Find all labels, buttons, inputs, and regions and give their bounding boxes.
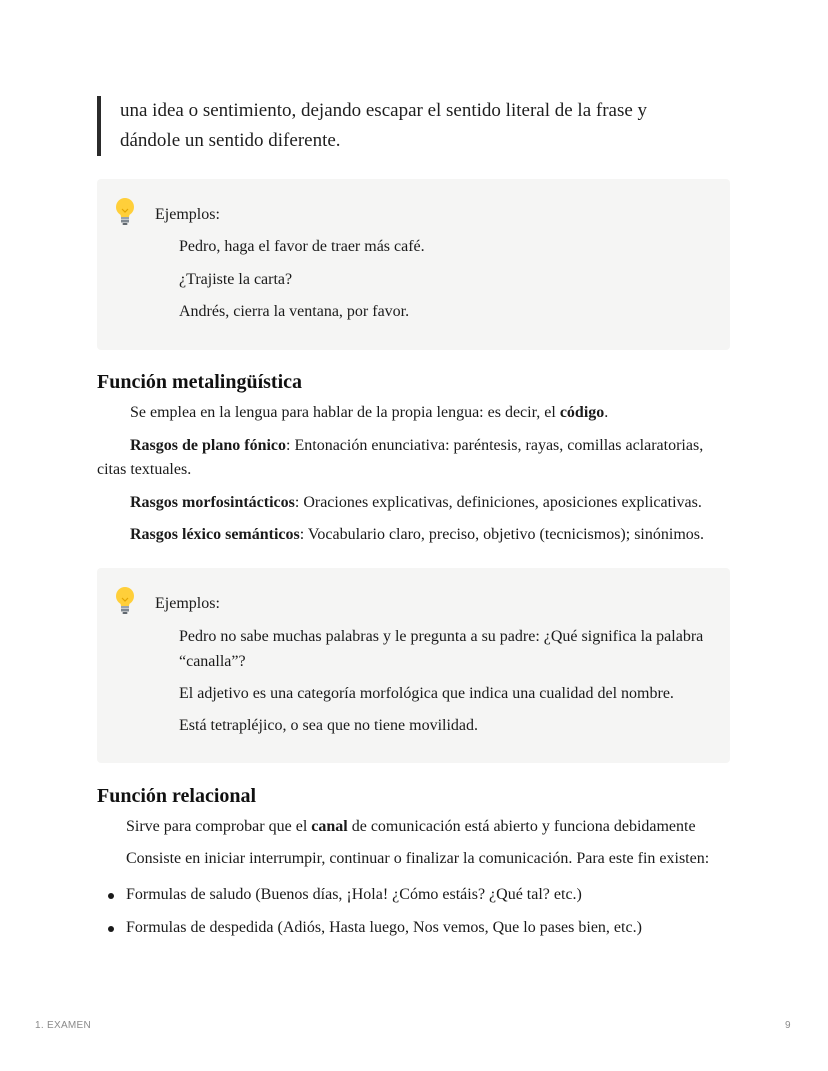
rasgos-fonico-text: : Entonación enunciativa: paréntesis, rayas, comillas aclaratorias,: [286, 437, 704, 454]
p1-bold: canal: [311, 818, 348, 835]
rasgos-fonico-cont: citas textuales.: [97, 461, 192, 478]
lightbulb-icon: [114, 197, 136, 227]
example-line: El adjetivo es una categoría morfológica que indica una cualidad del nombre.: [179, 685, 674, 702]
rasgos-morfo-text: : Oraciones explicativas, definiciones, aposiciones explicativas.: [294, 494, 702, 511]
quote-line: dándole un sentido diferente.: [120, 130, 341, 151]
list-item-text: Formulas de saludo (Buenos días, ¡Hola! ¿Cómo estáis? ¿Qué tal? etc.): [126, 886, 582, 903]
intro-bold: código: [559, 404, 605, 421]
quote-line: una idea o sentimiento, dejando escapar el sentido literal de la frase y: [120, 100, 648, 121]
bullet-dot: [108, 926, 114, 932]
rasgos-lexico-text: : Vocabulario claro, preciso, objetivo (tecnicismos); sinónimos.: [299, 526, 704, 543]
examples-callout: [97, 568, 730, 763]
footer-section-label: 1. EXAMEN: [35, 1020, 92, 1031]
section-heading: Función metalingüística: [97, 371, 303, 393]
example-line: Pedro, haga el favor de traer más café.: [179, 238, 425, 255]
p1-text-end: de comunicación está abierto y funciona debidamente: [347, 818, 696, 835]
examples-callout: [97, 179, 730, 350]
intro-end: .: [604, 404, 609, 421]
blockquote: [97, 96, 740, 156]
rasgos-morfosintacticos: [97, 491, 722, 515]
p1-text: Sirve para comprobar que el: [126, 818, 312, 835]
lightbulb-icon: [114, 586, 136, 616]
callout-lead: Ejemplos:: [155, 206, 220, 223]
example-line: Está tetrapléjico, o sea que no tiene movilidad.: [179, 717, 479, 734]
rasgos-morfo-label: Rasgos morfosintácticos: [130, 494, 295, 511]
list-item-text: Formulas de despedida (Adiós, Hasta luego, Nos vemos, Que lo pases bien, etc.): [126, 919, 642, 936]
rasgos-fonico-label: Rasgos de plano fónico: [130, 437, 287, 454]
relacional-p2: Consiste en iniciar interrumpir, continuar o finalizar la comunicación. Para este fin existen:: [126, 850, 710, 867]
metalinguistica-intro: [97, 401, 722, 425]
rasgos-fonico: [97, 434, 722, 458]
page-number: 9: [785, 1020, 791, 1031]
bullet-dot: [108, 893, 114, 899]
relacional-p1: [97, 815, 722, 839]
section-heading: Función relacional: [97, 785, 257, 807]
intro-text: Se emplea en la lengua para hablar de la propia lengua: es decir, el: [130, 404, 560, 421]
example-line: ¿Trajiste la carta?: [179, 271, 293, 288]
example-line: Pedro no sabe muchas palabras y le pregunta a su padre: ¿Qué significa la palabra: [179, 628, 704, 645]
rasgos-lexico: [97, 523, 722, 547]
callout-lead: Ejemplos:: [155, 595, 220, 612]
rasgos-lexico-label: Rasgos léxico semánticos: [130, 526, 300, 543]
example-line: “canalla”?: [179, 653, 246, 670]
example-line: Andrés, cierra la ventana, por favor.: [179, 303, 410, 320]
